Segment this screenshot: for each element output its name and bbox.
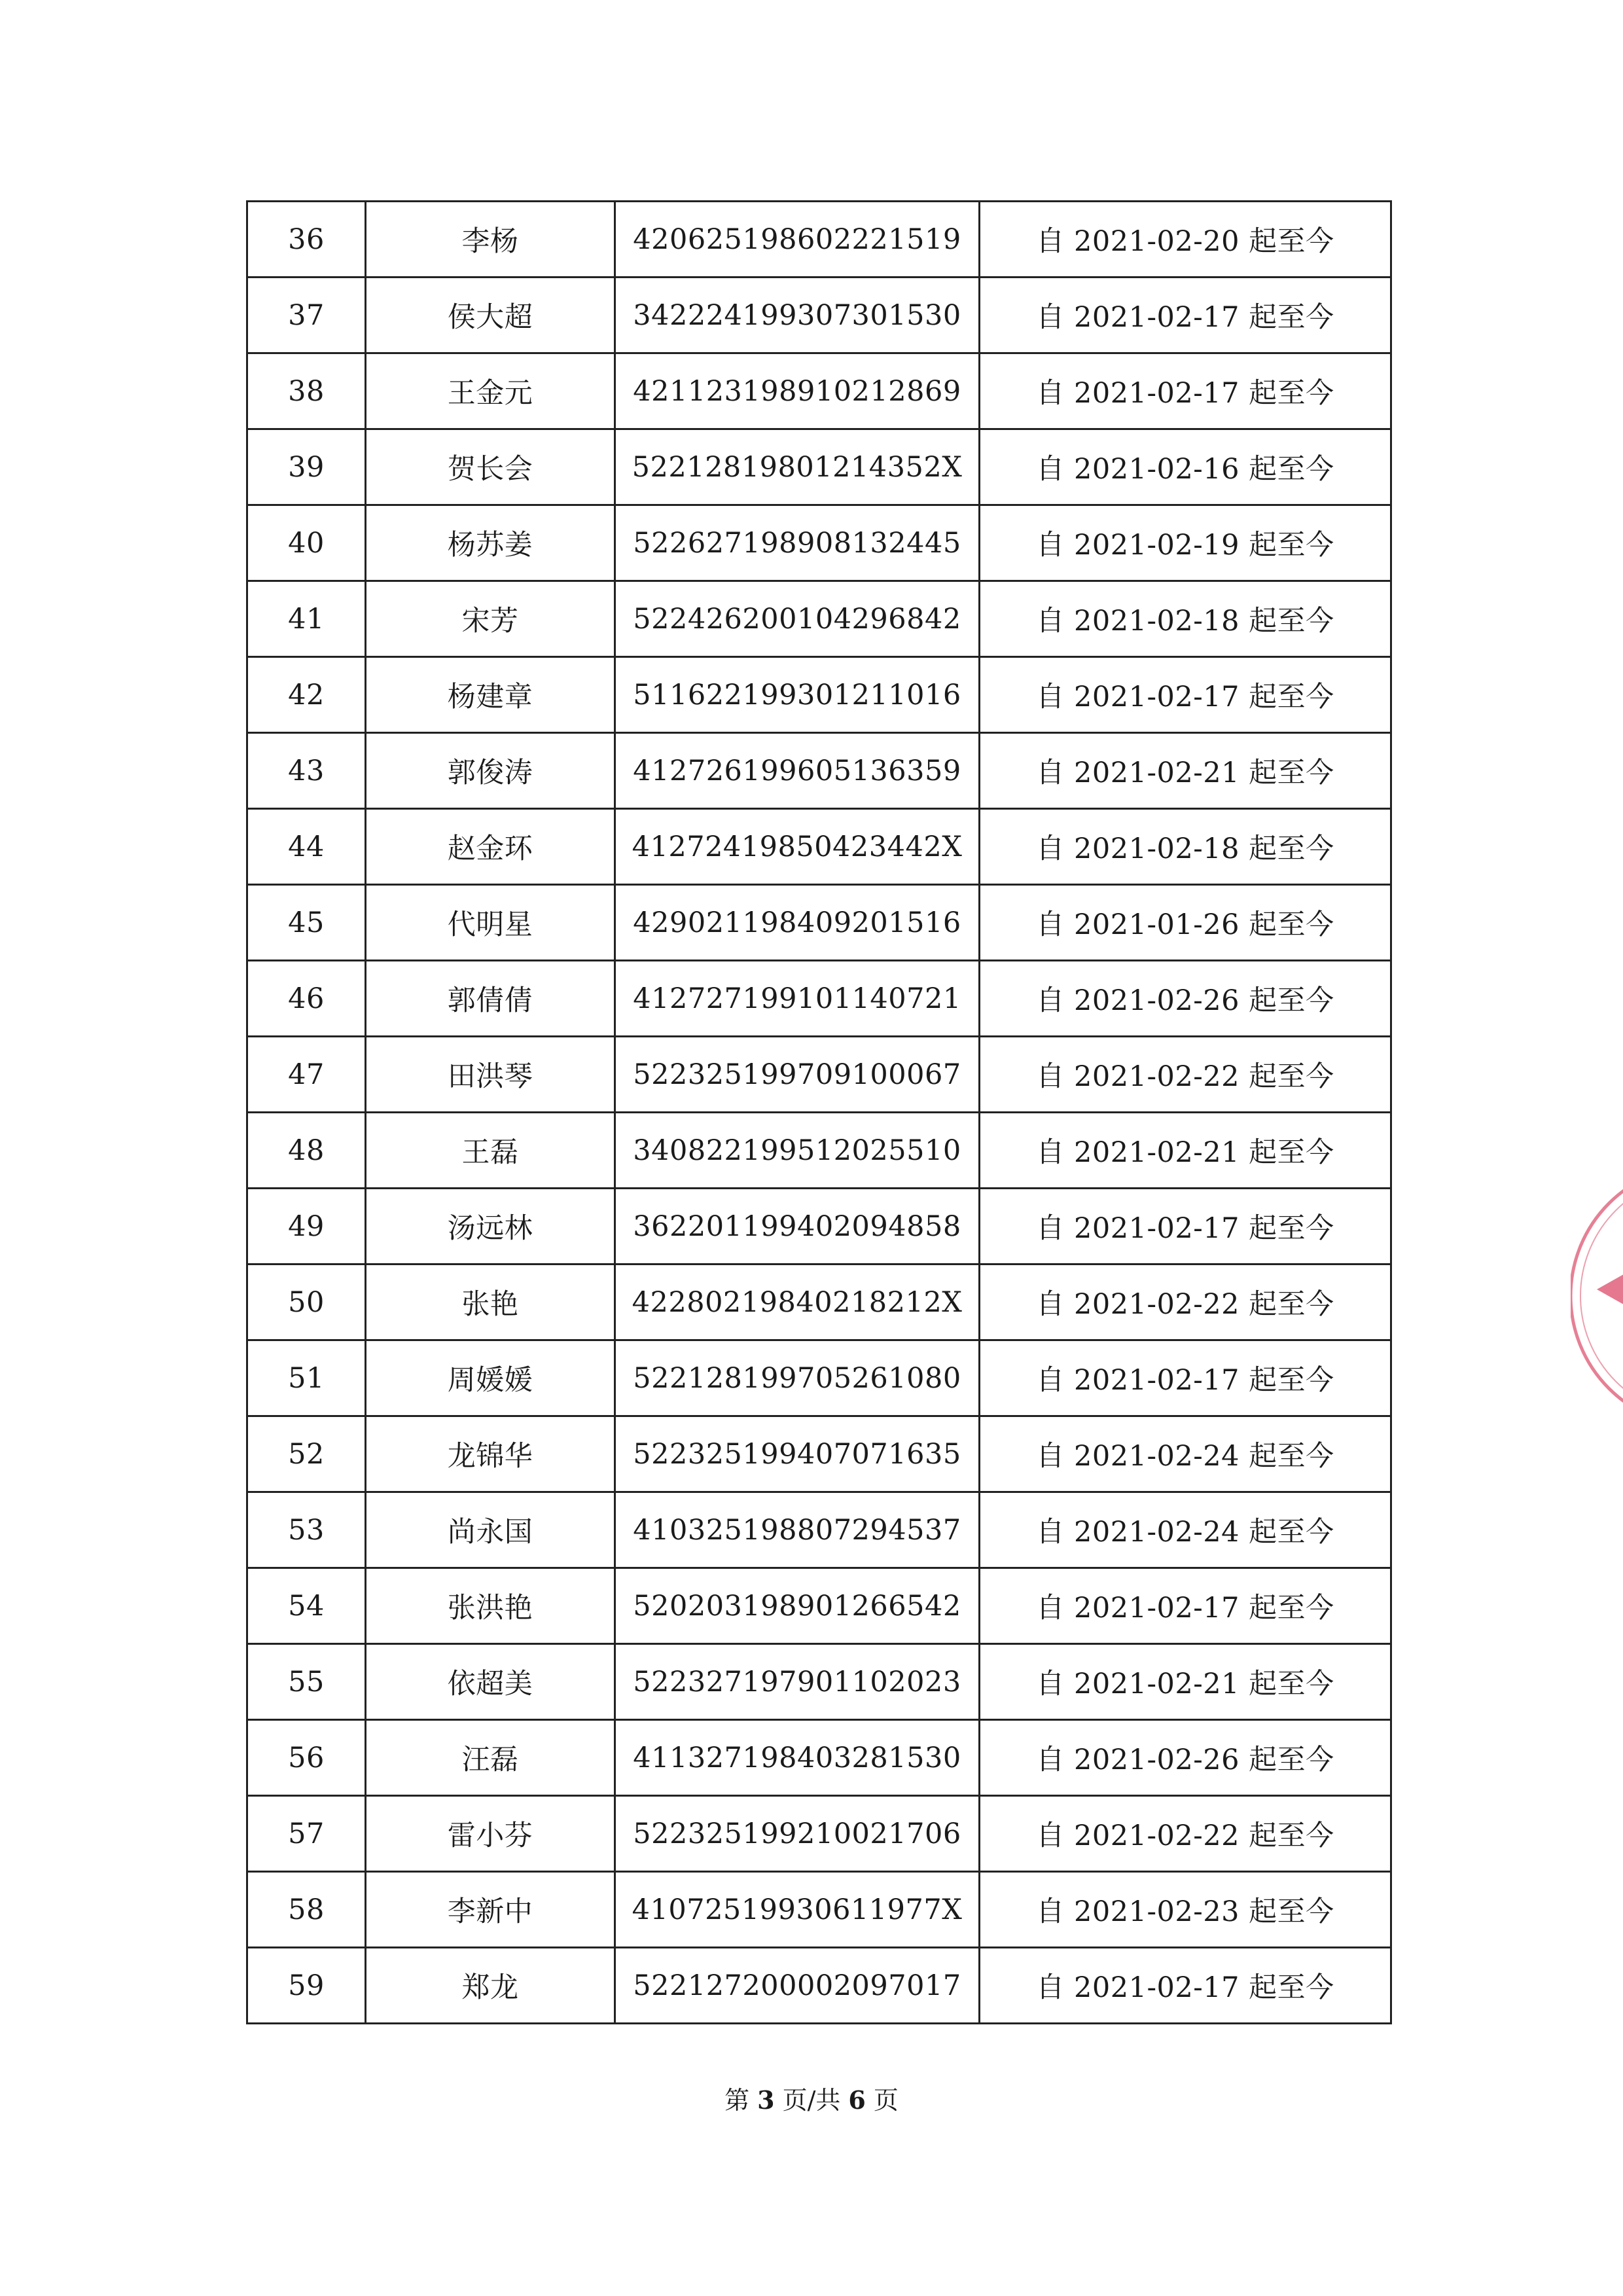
footer-page-number: 3	[757, 2085, 775, 2115]
row-number-cell: 43	[247, 733, 366, 809]
row-period-cell: 自 2021-02-22 起至今	[980, 1796, 1391, 1872]
row-period-cell: 自 2021-02-20 起至今	[980, 202, 1391, 278]
row-number-cell: 38	[247, 353, 366, 429]
table-row	[247, 885, 1391, 961]
row-name-cell: 宋芳	[366, 581, 615, 657]
row-number-cell: 51	[247, 1340, 366, 1416]
row-id-number-cell: 410325198807294537	[615, 1492, 980, 1568]
row-period-cell: 自 2021-02-17 起至今	[980, 1948, 1391, 2024]
row-period-cell: 自 2021-02-17 起至今	[980, 278, 1391, 353]
row-number-cell: 45	[247, 885, 366, 961]
row-name-cell: 杨建章	[366, 657, 615, 733]
row-id-number-cell: 362201199402094858	[615, 1189, 980, 1265]
row-number-cell: 47	[247, 1037, 366, 1113]
row-id-number-cell: 42280219840218212X	[615, 1265, 980, 1340]
table-row	[247, 1340, 1391, 1416]
row-period-cell: 自 2021-02-17 起至今	[980, 1189, 1391, 1265]
table-row	[247, 733, 1391, 809]
row-id-number-cell: 412726199605136359	[615, 733, 980, 809]
row-name-cell: 龙锦华	[366, 1416, 615, 1492]
table-row	[247, 278, 1391, 353]
table-row	[247, 1720, 1391, 1796]
table-row	[247, 809, 1391, 885]
row-name-cell: 汪磊	[366, 1720, 615, 1796]
row-period-cell: 自 2021-02-21 起至今	[980, 1113, 1391, 1189]
row-period-cell: 自 2021-02-24 起至今	[980, 1492, 1391, 1568]
row-period-cell: 自 2021-02-21 起至今	[980, 1644, 1391, 1720]
row-number-cell: 57	[247, 1796, 366, 1872]
row-id-number-cell: 522325199407071635	[615, 1416, 980, 1492]
row-period-cell: 自 2021-02-19 起至今	[980, 505, 1391, 581]
row-period-cell: 自 2021-02-22 起至今	[980, 1265, 1391, 1340]
row-number-cell: 50	[247, 1265, 366, 1340]
row-period-cell: 自 2021-02-17 起至今	[980, 657, 1391, 733]
row-period-cell: 自 2021-02-18 起至今	[980, 581, 1391, 657]
table-row	[247, 429, 1391, 505]
row-name-cell: 李杨	[366, 202, 615, 278]
row-name-cell: 尚永国	[366, 1492, 615, 1568]
row-name-cell: 王磊	[366, 1113, 615, 1189]
row-id-number-cell: 522325199210021706	[615, 1796, 980, 1872]
row-number-cell: 52	[247, 1416, 366, 1492]
employee-table-container	[246, 200, 1390, 2024]
row-name-cell: 田洪琴	[366, 1037, 615, 1113]
table-row	[247, 1265, 1391, 1340]
row-name-cell: 贺长会	[366, 429, 615, 505]
table-row	[247, 505, 1391, 581]
table-row	[247, 1189, 1391, 1265]
row-id-number-cell: 420625198602221519	[615, 202, 980, 278]
row-id-number-cell: 340822199512025510	[615, 1113, 980, 1189]
row-period-cell: 自 2021-02-21 起至今	[980, 733, 1391, 809]
row-id-number-cell: 41272419850423442X	[615, 809, 980, 885]
row-period-cell: 自 2021-02-17 起至今	[980, 1340, 1391, 1416]
row-id-number-cell: 522426200104296842	[615, 581, 980, 657]
table-row	[247, 581, 1391, 657]
row-period-cell: 自 2021-02-16 起至今	[980, 429, 1391, 505]
row-id-number-cell: 522127200002097017	[615, 1948, 980, 2024]
row-name-cell: 张艳	[366, 1265, 615, 1340]
row-name-cell: 杨苏姜	[366, 505, 615, 581]
row-period-cell: 自 2021-02-17 起至今	[980, 1568, 1391, 1644]
row-name-cell: 李新中	[366, 1872, 615, 1948]
row-name-cell: 王金元	[366, 353, 615, 429]
row-name-cell: 汤远林	[366, 1189, 615, 1265]
footer-total-pages: 6	[848, 2085, 866, 2115]
row-name-cell: 郭倩倩	[366, 961, 615, 1037]
footer-prefix: 第	[724, 2086, 750, 2115]
table-body	[247, 202, 1391, 2024]
row-number-cell: 58	[247, 1872, 366, 1948]
row-id-number-cell: 429021198409201516	[615, 885, 980, 961]
row-id-number-cell: 511622199301211016	[615, 657, 980, 733]
row-number-cell: 46	[247, 961, 366, 1037]
row-id-number-cell: 411327198403281530	[615, 1720, 980, 1796]
row-number-cell: 59	[247, 1948, 366, 2024]
row-name-cell: 雷小芬	[366, 1796, 615, 1872]
table-row	[247, 1416, 1391, 1492]
row-name-cell: 侯大超	[366, 278, 615, 353]
row-name-cell: 郑龙	[366, 1948, 615, 2024]
row-number-cell: 42	[247, 657, 366, 733]
row-number-cell: 44	[247, 809, 366, 885]
row-id-number-cell: 522627198908132445	[615, 505, 980, 581]
row-name-cell: 周媛媛	[366, 1340, 615, 1416]
row-period-cell: 自 2021-02-18 起至今	[980, 809, 1391, 885]
table-row	[247, 353, 1391, 429]
table-row	[247, 1492, 1391, 1568]
row-name-cell: 张洪艳	[366, 1568, 615, 1644]
table-row	[247, 1568, 1391, 1644]
page-footer	[0, 2080, 1623, 2116]
employee-table	[246, 200, 1392, 2024]
footer-suffix: 页	[873, 2086, 899, 2115]
table-row	[247, 1644, 1391, 1720]
row-id-number-cell: 421123198910212869	[615, 353, 980, 429]
row-period-cell: 自 2021-02-24 起至今	[980, 1416, 1391, 1492]
row-name-cell: 依超美	[366, 1644, 615, 1720]
table-row	[247, 1113, 1391, 1189]
table-row	[247, 1948, 1391, 2024]
table-row	[247, 1872, 1391, 1948]
row-id-number-cell: 522325199709100067	[615, 1037, 980, 1113]
row-number-cell: 40	[247, 505, 366, 581]
row-id-number-cell: 41072519930611977X	[615, 1872, 980, 1948]
row-number-cell: 48	[247, 1113, 366, 1189]
table-row	[247, 1037, 1391, 1113]
row-number-cell: 36	[247, 202, 366, 278]
row-number-cell: 55	[247, 1644, 366, 1720]
row-number-cell: 49	[247, 1189, 366, 1265]
table-row	[247, 657, 1391, 733]
red-seal-stamp-icon	[1571, 1126, 1623, 1466]
footer-middle: 页/共	[782, 2086, 841, 2115]
row-period-cell: 自 2021-02-26 起至今	[980, 961, 1391, 1037]
row-name-cell: 赵金环	[366, 809, 615, 885]
table-row	[247, 202, 1391, 278]
row-id-number-cell: 342224199307301530	[615, 278, 980, 353]
table-row	[247, 1796, 1391, 1872]
row-number-cell: 56	[247, 1720, 366, 1796]
row-period-cell: 自 2021-01-26 起至今	[980, 885, 1391, 961]
row-number-cell: 37	[247, 278, 366, 353]
row-id-number-cell: 522128199705261080	[615, 1340, 980, 1416]
row-number-cell: 41	[247, 581, 366, 657]
row-period-cell: 自 2021-02-17 起至今	[980, 353, 1391, 429]
row-period-cell: 自 2021-02-23 起至今	[980, 1872, 1391, 1948]
table-row	[247, 961, 1391, 1037]
row-number-cell: 53	[247, 1492, 366, 1568]
row-id-number-cell: 52212819801214352X	[615, 429, 980, 505]
row-id-number-cell: 522327197901102023	[615, 1644, 980, 1720]
row-period-cell: 自 2021-02-26 起至今	[980, 1720, 1391, 1796]
row-number-cell: 54	[247, 1568, 366, 1644]
row-id-number-cell: 520203198901266542	[615, 1568, 980, 1644]
row-id-number-cell: 412727199101140721	[615, 961, 980, 1037]
row-period-cell: 自 2021-02-22 起至今	[980, 1037, 1391, 1113]
row-name-cell: 代明星	[366, 885, 615, 961]
row-name-cell: 郭俊涛	[366, 733, 615, 809]
row-number-cell: 39	[247, 429, 366, 505]
